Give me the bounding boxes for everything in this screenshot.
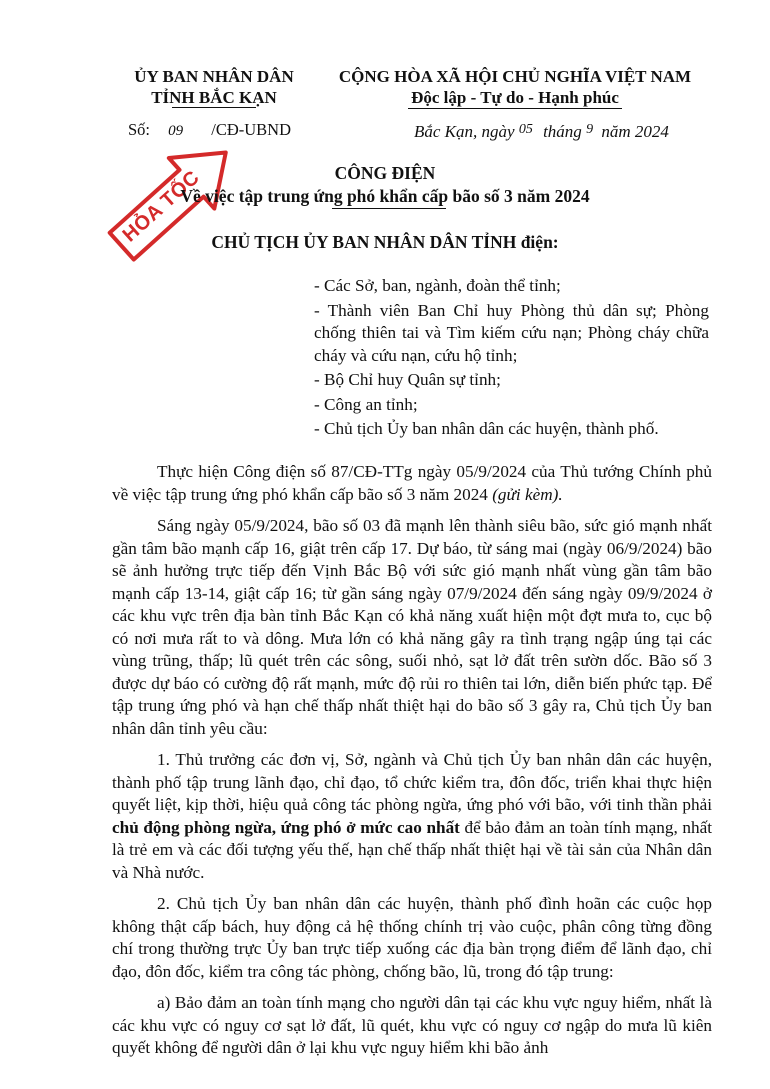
- recipient-list: [314, 275, 709, 441]
- paragraph-3-text-a: 1. Thủ trưởng các đơn vị, Sở, ngành và Chủ tịch Ủy ban nhân dân các huyện, thành phố tập trung lãnh đạo, chỉ đạo, tổ chức kiểm tra, đôn đốc, triển khai thực hiện quyết liệt, kịp thời, hiệu quả công tác phòng ngừa, ứng phó với bão, với tinh thần phải: [112, 750, 712, 814]
- paragraph-4: 2. Chủ tịch Ủy ban nhân dân các huyện, thành phố đình hoãn các cuộc họp không thật cấp bách, huy động cả hệ thống chính trị vào cuộc, phân công từng đồng chí trong thường trực Ủy ban trực tiếp xuống các địa bàn trọng điểm để lãnh đạo, chỉ đạo, đôn đốc, kiểm tra công tác phòng, chống bão, lũ, trong đó tập trung:: [112, 894, 712, 981]
- paragraph-1: [112, 461, 712, 506]
- document-body: [112, 461, 712, 1060]
- date-year: năm 2024: [601, 122, 669, 141]
- paragraph-3: [112, 749, 712, 884]
- recipient-item: - Chủ tịch Ủy ban nhân dân các huyện, thành phố.: [314, 419, 659, 438]
- national-motto: [322, 66, 708, 108]
- issuer-org-line1: ỦY BAN NHÂN DÂN: [134, 67, 294, 86]
- recipient-item: - Bộ Chỉ huy Quân sự tỉnh;: [314, 370, 501, 389]
- recipient-item: - Công an tỉnh;: [314, 394, 418, 414]
- number-suffix: /CĐ-UBND: [211, 120, 292, 139]
- motto-line2: Độc lập - Tự do - Hạnh phúc: [411, 88, 619, 107]
- doc-type: CÔNG ĐIỆN: [334, 163, 436, 183]
- paragraph-3-bold: chủ động phòng ngừa, ứng phó ở mức cao nhất: [112, 817, 460, 837]
- issuer-org: [104, 66, 324, 108]
- issuer-call: CHỦ TỊCH ỦY BAN NHÂN DÂN TỈNH điện:: [211, 232, 559, 252]
- date-month-label: tháng: [543, 122, 582, 141]
- paragraph-1-text: Thực hiện Công điện số 87/CĐ-TTg ngày 05/9/2024 của Thủ tướng Chính phủ về việc tập trung ứng phó khẩn cấp bão số 3 năm 2024: [112, 462, 712, 504]
- date-day: 05: [518, 122, 533, 137]
- paragraph-1-italic: (gửi kèm).: [492, 484, 563, 504]
- date-prefix: Bắc Kạn, ngày: [414, 122, 515, 141]
- issuer-underline: [172, 107, 256, 108]
- recipient-item: - Các Sở, ban, ngành, đoàn thể tỉnh;: [314, 276, 561, 295]
- recipient-item: - Thành viên Ban Chỉ huy Phòng thủ dân sự; Phòng chống thiên tai và Tìm kiếm cứu nạn; Phòng cháy chữa cháy và cứu nạn, cứu hộ tỉnh;: [314, 300, 709, 365]
- date-month: 9: [586, 122, 594, 137]
- number-label: Số:: [128, 120, 151, 139]
- issuer-org-line2: TỈNH BẮC KẠN: [151, 88, 277, 107]
- paragraph-3-text-b: để bảo đảm an toàn tính mạng, nhất là trẻ em và các đối tượng yếu thế, hạn chế thấp nhất thiệt hại về tài sản của Nhân dân và Nhà nước.: [112, 817, 712, 882]
- paragraph-2: Sáng ngày 05/9/2024, bão số 03 đã mạnh lên thành siêu bão, sức gió mạnh nhất gần tâm bão mạnh cấp 16, giật trên cấp 17. Dự báo, từ sáng mai (ngày 06/9/2024) bão sẽ ảnh hưởng trực tiếp đến Vịnh Bắc Bộ với sức gió mạnh nhất vùng gần tâm bão mạnh cấp 13-14, giật cấp 16; từ gần sáng ngày 07/9/2024 đến sáng ngày 09/9/2024 ở các khu vực trên địa bàn tỉnh Bắc Kạn có khả năng xuất hiện một đợt mưa to, cục bộ có nơi mưa rất to và dông. Mưa lớn có khả năng gây ra tình trạng ngập úng tại các vùng trũng, thấp; lũ quét trên các sông, suối nhỏ, sạt lở đất trên sườn dốc. Bão số 3 được dự báo có cường độ rất mạnh, mức độ rủi ro thiên tai lớn, diễn biến phức tạp. Để tập trung ứng phó và hạn chế thấp nhất thiệt hại do bão số 3 gây ra, Chủ tịch Ủy ban nhân dân tỉnh yêu cầu:: [112, 516, 712, 738]
- stamp-text: HỎA TỐC: [118, 166, 204, 247]
- subject-underline: [332, 208, 446, 209]
- document-date: [414, 122, 669, 142]
- motto-underline: [408, 108, 622, 109]
- doc-subject: Về việc tập trung ứng phó khẩn cấp bão số 3 năm 2024: [180, 186, 590, 206]
- motto-line1: CỘNG HÒA XÃ HỘI CHỦ NGHĨA VIỆT NAM: [338, 67, 692, 86]
- number-value: 09: [168, 123, 184, 139]
- paragraph-5: a) Bảo đảm an toàn tính mạng cho người dân tại các khu vực nguy hiểm, nhất là các khu vực có nguy cơ sạt lở đất, lũ quét, khu vực có nguy cơ ngập do mưa lũ kiên quyết không để người dân ở lại khu vực nguy hiểm khi bão ảnh: [112, 993, 712, 1057]
